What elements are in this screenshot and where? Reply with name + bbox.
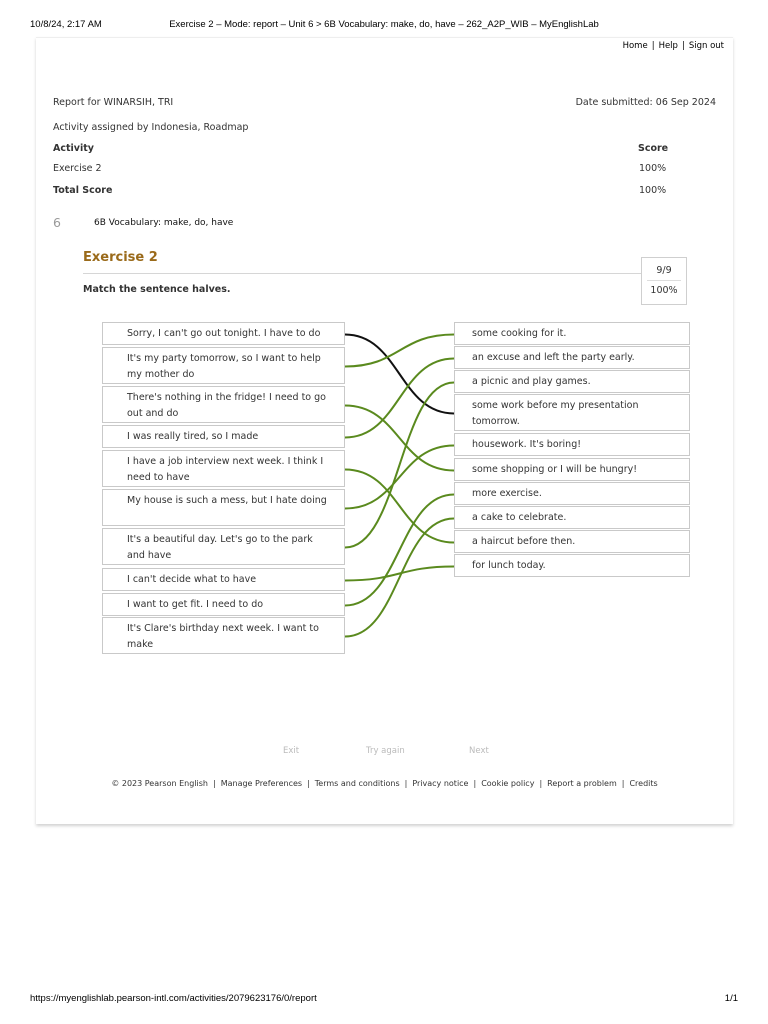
nav-separator: | [651, 41, 655, 51]
left-item-6: My house is such a mess, but I hate doing [102, 489, 345, 526]
right-item-5: housework. It's boring! [454, 433, 690, 456]
print-footer [0, 993, 768, 1007]
footer-separator: | [404, 779, 408, 788]
footer-separator: | [473, 779, 477, 788]
score-column-header: Score [638, 143, 669, 154]
score-fraction: 9/9 [656, 265, 672, 276]
print-header [0, 19, 768, 33]
activity-column-header: Activity [53, 143, 94, 154]
match-line-10 [345, 519, 454, 637]
assigned-by: Activity assigned by Indonesia, Roadmap [53, 122, 249, 133]
home-link[interactable]: Home [622, 41, 648, 51]
right-item-7: more exercise. [454, 482, 690, 505]
footer-links [36, 779, 733, 788]
help-link[interactable]: Help [658, 41, 678, 51]
next-button[interactable]: Next [469, 746, 489, 756]
copyright: © 2023 Pearson English [111, 779, 208, 788]
terms-link[interactable]: Terms and conditions [314, 779, 400, 788]
unit-title: 6B Vocabulary: make, do, have [94, 218, 234, 228]
right-item-8: a cake to celebrate. [454, 506, 690, 529]
right-item-2: an excuse and left the party early. [454, 346, 690, 369]
total-score-label: Total Score [53, 185, 113, 196]
print-title: Exercise 2 – Mode: report – Unit 6 > 6B Vocabulary: make, do, have – 262_A2P_WIB – MyEnglishLab [169, 19, 599, 30]
left-item-3: There's nothing in the fridge! I need to go out and do [102, 386, 345, 423]
unit-number: 6 [53, 215, 61, 230]
report-problem-link[interactable]: Report a problem [547, 779, 617, 788]
score-percent: 100% [650, 285, 678, 296]
right-item-4: some work before my presentation tomorrow. [454, 394, 690, 431]
signout-link[interactable]: Sign out [688, 41, 724, 51]
match-line-3 [345, 406, 454, 471]
activity-row-name: Exercise 2 [53, 163, 102, 174]
print-datetime: 10/8/24, 2:17 AM [30, 19, 102, 30]
privacy-link[interactable]: Privacy notice [412, 779, 469, 788]
right-item-1: some cooking for it. [454, 322, 690, 345]
exercise-title: Exercise 2 [83, 250, 158, 265]
cookie-policy-link[interactable]: Cookie policy [481, 779, 535, 788]
date-submitted: Date submitted: 06 Sep 2024 [575, 97, 716, 108]
left-item-7: It's a beautiful day. Let's go to the park and have [102, 528, 345, 565]
left-item-8: I can't decide what to have [102, 568, 345, 591]
print-url: https://myenglishlab.pearson-intl.com/activities/2079623176/0/report [30, 993, 317, 1004]
left-item-1: Sorry, I can't go out tonight. I have to do [102, 322, 345, 345]
right-item-9: a haircut before then. [454, 530, 690, 553]
print-page-number: 1/1 [724, 993, 738, 1004]
right-item-6: some shopping or I will be hungry! [454, 458, 690, 481]
try-again-button[interactable]: Try again [366, 746, 405, 756]
manage-preferences-link[interactable]: Manage Preferences [220, 779, 303, 788]
footer-separator: | [307, 779, 310, 788]
left-item-10: It's Clare's birthday next week. I want to make [102, 617, 345, 654]
credits-link[interactable]: Credits [629, 779, 658, 788]
match-line-9 [345, 495, 454, 606]
footer-separator: | [621, 779, 625, 788]
right-item-10: for lunch today. [454, 554, 690, 577]
left-item-5: I have a job interview next week. I think I need to have [102, 450, 345, 487]
activity-row-score: 100% [639, 163, 667, 174]
match-line-1 [345, 335, 454, 414]
footer-separator: | [212, 779, 216, 788]
right-item-3: a picnic and play games. [454, 370, 690, 393]
left-item-9: I want to get fit. I need to do [102, 593, 345, 616]
exercise-instruction: Match the sentence halves. [83, 284, 231, 295]
footer-separator: | [539, 779, 543, 788]
left-item-4: I was really tired, so I made [102, 425, 345, 448]
match-line-4 [345, 359, 454, 438]
report-panel [36, 37, 733, 824]
report-for: Report for WINARSIH, TRI [53, 97, 174, 108]
left-item-2: It's my party tomorrow, so I want to help my mother do [102, 347, 345, 384]
nav-separator: | [681, 41, 685, 51]
exit-button[interactable]: Exit [283, 746, 300, 756]
total-score-value: 100% [639, 185, 667, 196]
